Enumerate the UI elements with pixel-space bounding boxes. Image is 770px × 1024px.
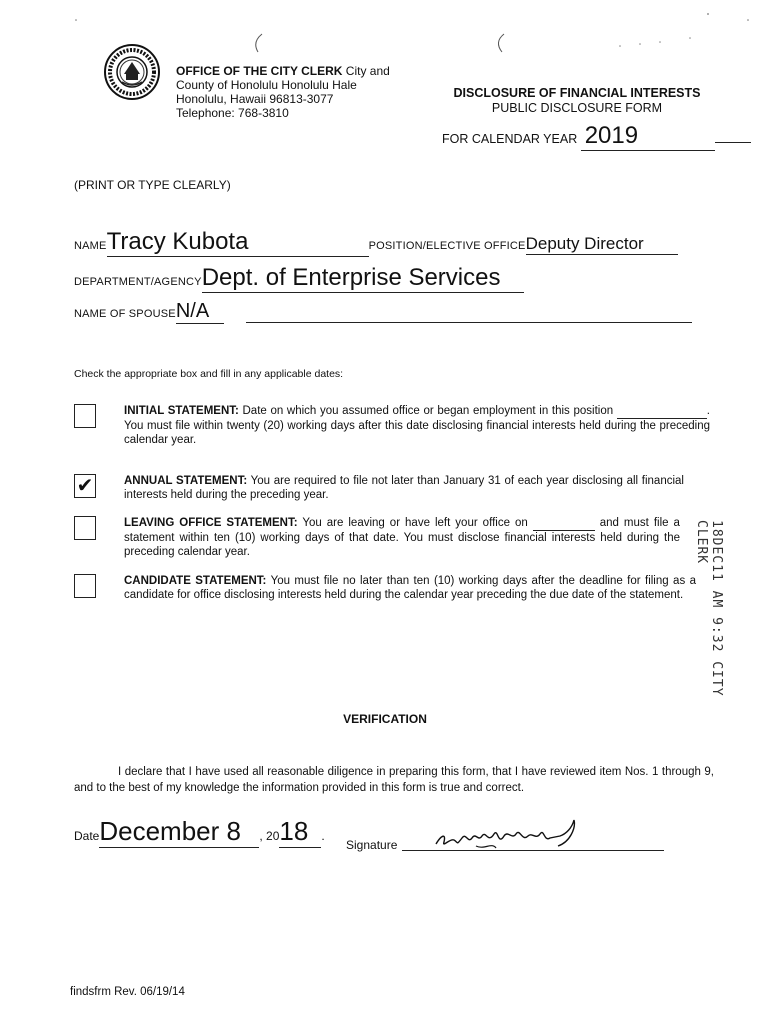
calendar-year-value[interactable]: 2019 <box>581 122 715 151</box>
date-label: Date <box>74 829 100 843</box>
leaving-office-text <box>124 516 680 559</box>
initial-statement-text <box>124 404 710 447</box>
leaving-office-title: LEAVING OFFICE STATEMENT: <box>124 517 298 529</box>
candidate-statement-text <box>124 574 696 602</box>
spouse-extra-line <box>246 304 692 323</box>
office-telephone: Telephone: 768-3810 <box>176 106 289 120</box>
date-field[interactable]: December 8 <box>99 816 259 848</box>
date-year-field[interactable]: 18 <box>279 816 321 848</box>
department-row <box>74 264 714 293</box>
print-instructions: (PRINT OR TYPE CLEARLY) <box>74 178 231 192</box>
form-title: DISCLOSURE OF FINANCIAL INTERESTS <box>453 86 701 100</box>
date-century: , 20 <box>259 829 280 843</box>
annual-statement-text <box>124 474 684 502</box>
name-position-row <box>74 228 714 257</box>
candidate-statement-checkbox[interactable] <box>74 574 96 598</box>
annual-statement-checkbox[interactable] <box>74 474 96 498</box>
date-row <box>74 816 325 848</box>
initial-statement-body-b: . You must file within twenty (20) working days after this date disclosing financial interests held during the preceding calendar year. <box>124 405 710 446</box>
office-address-block <box>176 64 416 120</box>
annual-checkmark: ✔ <box>76 475 94 497</box>
spouse-row <box>74 300 714 324</box>
candidate-statement-title: CANDIDATE STATEMENT: <box>124 575 267 587</box>
form-title-block <box>440 86 720 115</box>
office-address-line: County of Honolulu Honolulu Hale <box>176 78 357 92</box>
calendar-year-row <box>442 122 751 151</box>
department-field[interactable]: Dept. of Enterprise Services <box>202 264 524 293</box>
initial-date-blank[interactable] <box>617 404 707 419</box>
initial-statement-checkbox[interactable] <box>74 404 96 428</box>
verification-title: VERIFICATION <box>343 712 427 726</box>
leaving-office-body-a: You are leaving or have left your office on <box>302 517 528 529</box>
handwritten-signature <box>432 816 582 861</box>
annual-statement-title: ANNUAL STATEMENT: <box>124 475 248 487</box>
date-period: . <box>321 829 325 843</box>
calendar-year-line <box>715 142 751 143</box>
spouse-label: NAME OF SPOUSE <box>74 308 176 320</box>
office-name-cont: City and <box>345 64 390 78</box>
received-stamp: 18DEC11 AM 9:32 CITY CLERK <box>694 520 724 697</box>
check-instructions: Check the appropriate box and fill in any applicable dates: <box>74 368 344 380</box>
annual-statement-body: You are required to file not later than January 31 of each year disclosing all financial interests held during the preceding year. <box>124 475 684 501</box>
position-field[interactable]: Deputy Director <box>526 234 678 255</box>
form-revision: findsfrm Rev. 06/19/14 <box>70 986 185 998</box>
spouse-field[interactable]: N/A <box>176 300 224 324</box>
signature-label: Signature <box>346 838 398 852</box>
name-label: NAME <box>74 240 107 252</box>
initial-statement-body-a: Date on which you assumed office or began employment in this position <box>242 405 614 417</box>
department-label: DEPARTMENT/AGENCY <box>74 276 202 288</box>
calendar-year-label: FOR CALENDAR YEAR <box>442 132 578 146</box>
leaving-office-body-b: and must file a statement within ten (10) working days of that date. You must disclose financial interests held during the preceding calendar year. <box>124 517 680 558</box>
initial-statement-title: INITIAL STATEMENT: <box>124 405 239 417</box>
candidate-statement-body: You must file no later than ten (10) working days after the deadline for filing as a candidate for office disclosing interests held during the calendar year preceding the due date of the statement. <box>124 575 696 601</box>
form-subtitle: PUBLIC DISCLOSURE FORM <box>491 101 663 115</box>
office-city-line: Honolulu, Hawaii 96813-3077 <box>176 92 334 106</box>
name-field[interactable]: Tracy Kubota <box>107 228 369 257</box>
office-name: OFFICE OF THE CITY CLERK <box>176 64 343 78</box>
position-label: POSITION/ELECTIVE OFFICE <box>368 240 526 252</box>
leaving-date-blank[interactable] <box>533 516 595 531</box>
verification-text: I declare that I have used all reasonable diligence in preparing this form, that I have reviewed item Nos. 1 through 9, and to the best of my knowledge the information provided in this form is true and correct. <box>74 766 714 794</box>
leaving-office-checkbox[interactable] <box>74 516 96 540</box>
